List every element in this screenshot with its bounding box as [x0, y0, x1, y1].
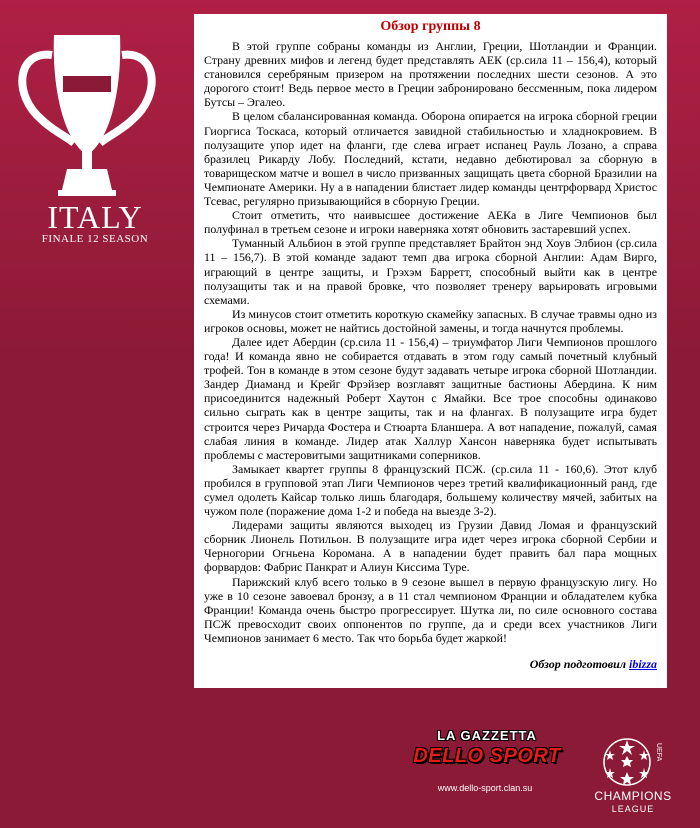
gazzetta-top-text: LA GAZZETTA [437, 728, 537, 743]
site-url: www.dello-sport.clan.su [437, 783, 533, 793]
author-link[interactable]: ibizza [628, 657, 657, 672]
article-body [204, 39, 657, 645]
champions-league-logo [578, 735, 688, 825]
champions-text: CHAMPIONS [594, 789, 672, 803]
gazzetta-main-text: DELLO SPORT [413, 745, 561, 767]
trophy-plaque-text: MMIX [70, 78, 104, 89]
paragraph: Лидерами защиты являются выходец из Грузии Давид Ломая и французский сборник Лионель Потильон. В полузащите игра идет через игрока сборной Сербии и Черногории Огньена Коромана. А в нападении будет править бал пара мощных форвардов: Фабрис Панкрат и Алиун Киссима Туре. [204, 518, 657, 575]
champions-trophy-icon [12, 25, 162, 200]
edition-title: ITALY [47, 199, 143, 235]
italy-final-emblem [0, 0, 190, 300]
paragraph: Из минусов стоит отметить короткую скамейку запасных. В случае травмы одно из игроков основы, может не найтись достойной замены, и тогда начнутся проблемы. [204, 306, 657, 335]
paragraph: Стоит отметить, что наивысшее достижение АЕКа в Лиге Чемпионов был полуфинал в третьем сезоне и игроки наверняка хотят обновить застаревший успех. [204, 208, 657, 237]
paragraph: Далее идет Абердин (ср.сила 11 - 156,4) – триумфатор Лиги Чемпионов прошлого года! И команда явно не собирается отдавать в этом году самый почетный клубный трофей. Тон в команде в этом сезоне будут задавать четыре игрока сборной Шотландии. Зандер Диаманд и Крейг Фрэйзер возглавят защитные бастионы Абердина. К ним присоединится надежный Роберт Хаутон с Ямайки. Все трое способны одинаково сильно сыграть как в центре защиты, так и на флангах. В полузащите игра будет строится через Ричарда Фостера и Стюарта Бланшера. А вот нападение, пожалуй, самая слабая линия в команде. Лидер атак Халлур Хансон наверняка будет испытывать проблемы с мастеровитыми защитниками соперников. [204, 334, 657, 462]
starball-icon [602, 737, 652, 787]
author-credit-label: Обзор подготовил [529, 657, 629, 672]
paragraph: В целом сбалансированная команда. Оборона опирается на игрока сборной греции Гиоргиса Тоскаса, который отличается завидной стабильностью и хладнокровием. В полузащите упор идет на фланги, где слева играет испанец Рауль Лозано, а справа бразилец Рикарду Лобу. Последний, кстати, недавно дебютировал за сборную в товарищеском матче и вошел в число призванных защищать цвета сборной Бразилии на Чемпионате Америки. Ну а в нападении блистает лидер команды центрфорвард Христос Тсевас, регулярно призывающийся в сборную Греции. [204, 109, 657, 209]
gazzetta-logo [400, 728, 570, 823]
paragraph: Парижский клуб всего только в 9 сезоне вышел в первую французскую лигу. Но уже в 10 сезоне завоевал бронзу, а в 11 стал чемпионом Франции и обладателем кубка Франции! Команда очень быстро прогрессирует. Шутка ли, по силе основного состава ПСЖ превосходит своих оппонентов по группе, да и среди всех участников Лиги Чемпионов занимает 6 место. Так что борьба будет жаркой! [204, 574, 657, 645]
paragraph: Замыкает квартет группы 8 французский ПСЖ. (ср.сила 11 - 160,6). Этот клуб пробился в групповой этап Лиги Чемпионов через третий квалификационный ранд, где сумел одолеть Кайсар только лишь благодаря, большему количеству мячей, забитых на чужом поле (поражение дома 1-2 и победа на выезде 3-2). [204, 461, 657, 519]
article-panel [194, 14, 667, 688]
article-title: Обзор группы 8 [380, 19, 481, 34]
league-text: LEAGUE [611, 804, 655, 814]
paragraph: Туманный Альбион в этой группе представляет Брайтон энд Хоув Элбион (ср.сила 11 – 156,7). В этой команде задают темп два игрока сборной Англии: Адам Вирго, играющий в центре защиты, и Грэхэм Барретт, способный выйти как в центре полузащиты так и на правой бровке, что позволяет тренеру варьировать игровыми схемами. [204, 236, 657, 307]
uefa-text: UEFA [655, 743, 662, 762]
edition-subtitle: FINALE 12 SEASON [41, 233, 149, 245]
paragraph: В этой группе собраны команды из Англии, Греции, Шотландии и Франции. Страну древних мифов и легенд будет представлять АЕК (ср.сила 11 – 156,4), который становился серебряным призером на протяжении последних шести сезонов. А это дорогого стоит! Ведь первое место в Греции забронировано бессменным, пока лидером Бутсы – Эгалео. [204, 39, 657, 110]
article-footer [204, 657, 657, 672]
